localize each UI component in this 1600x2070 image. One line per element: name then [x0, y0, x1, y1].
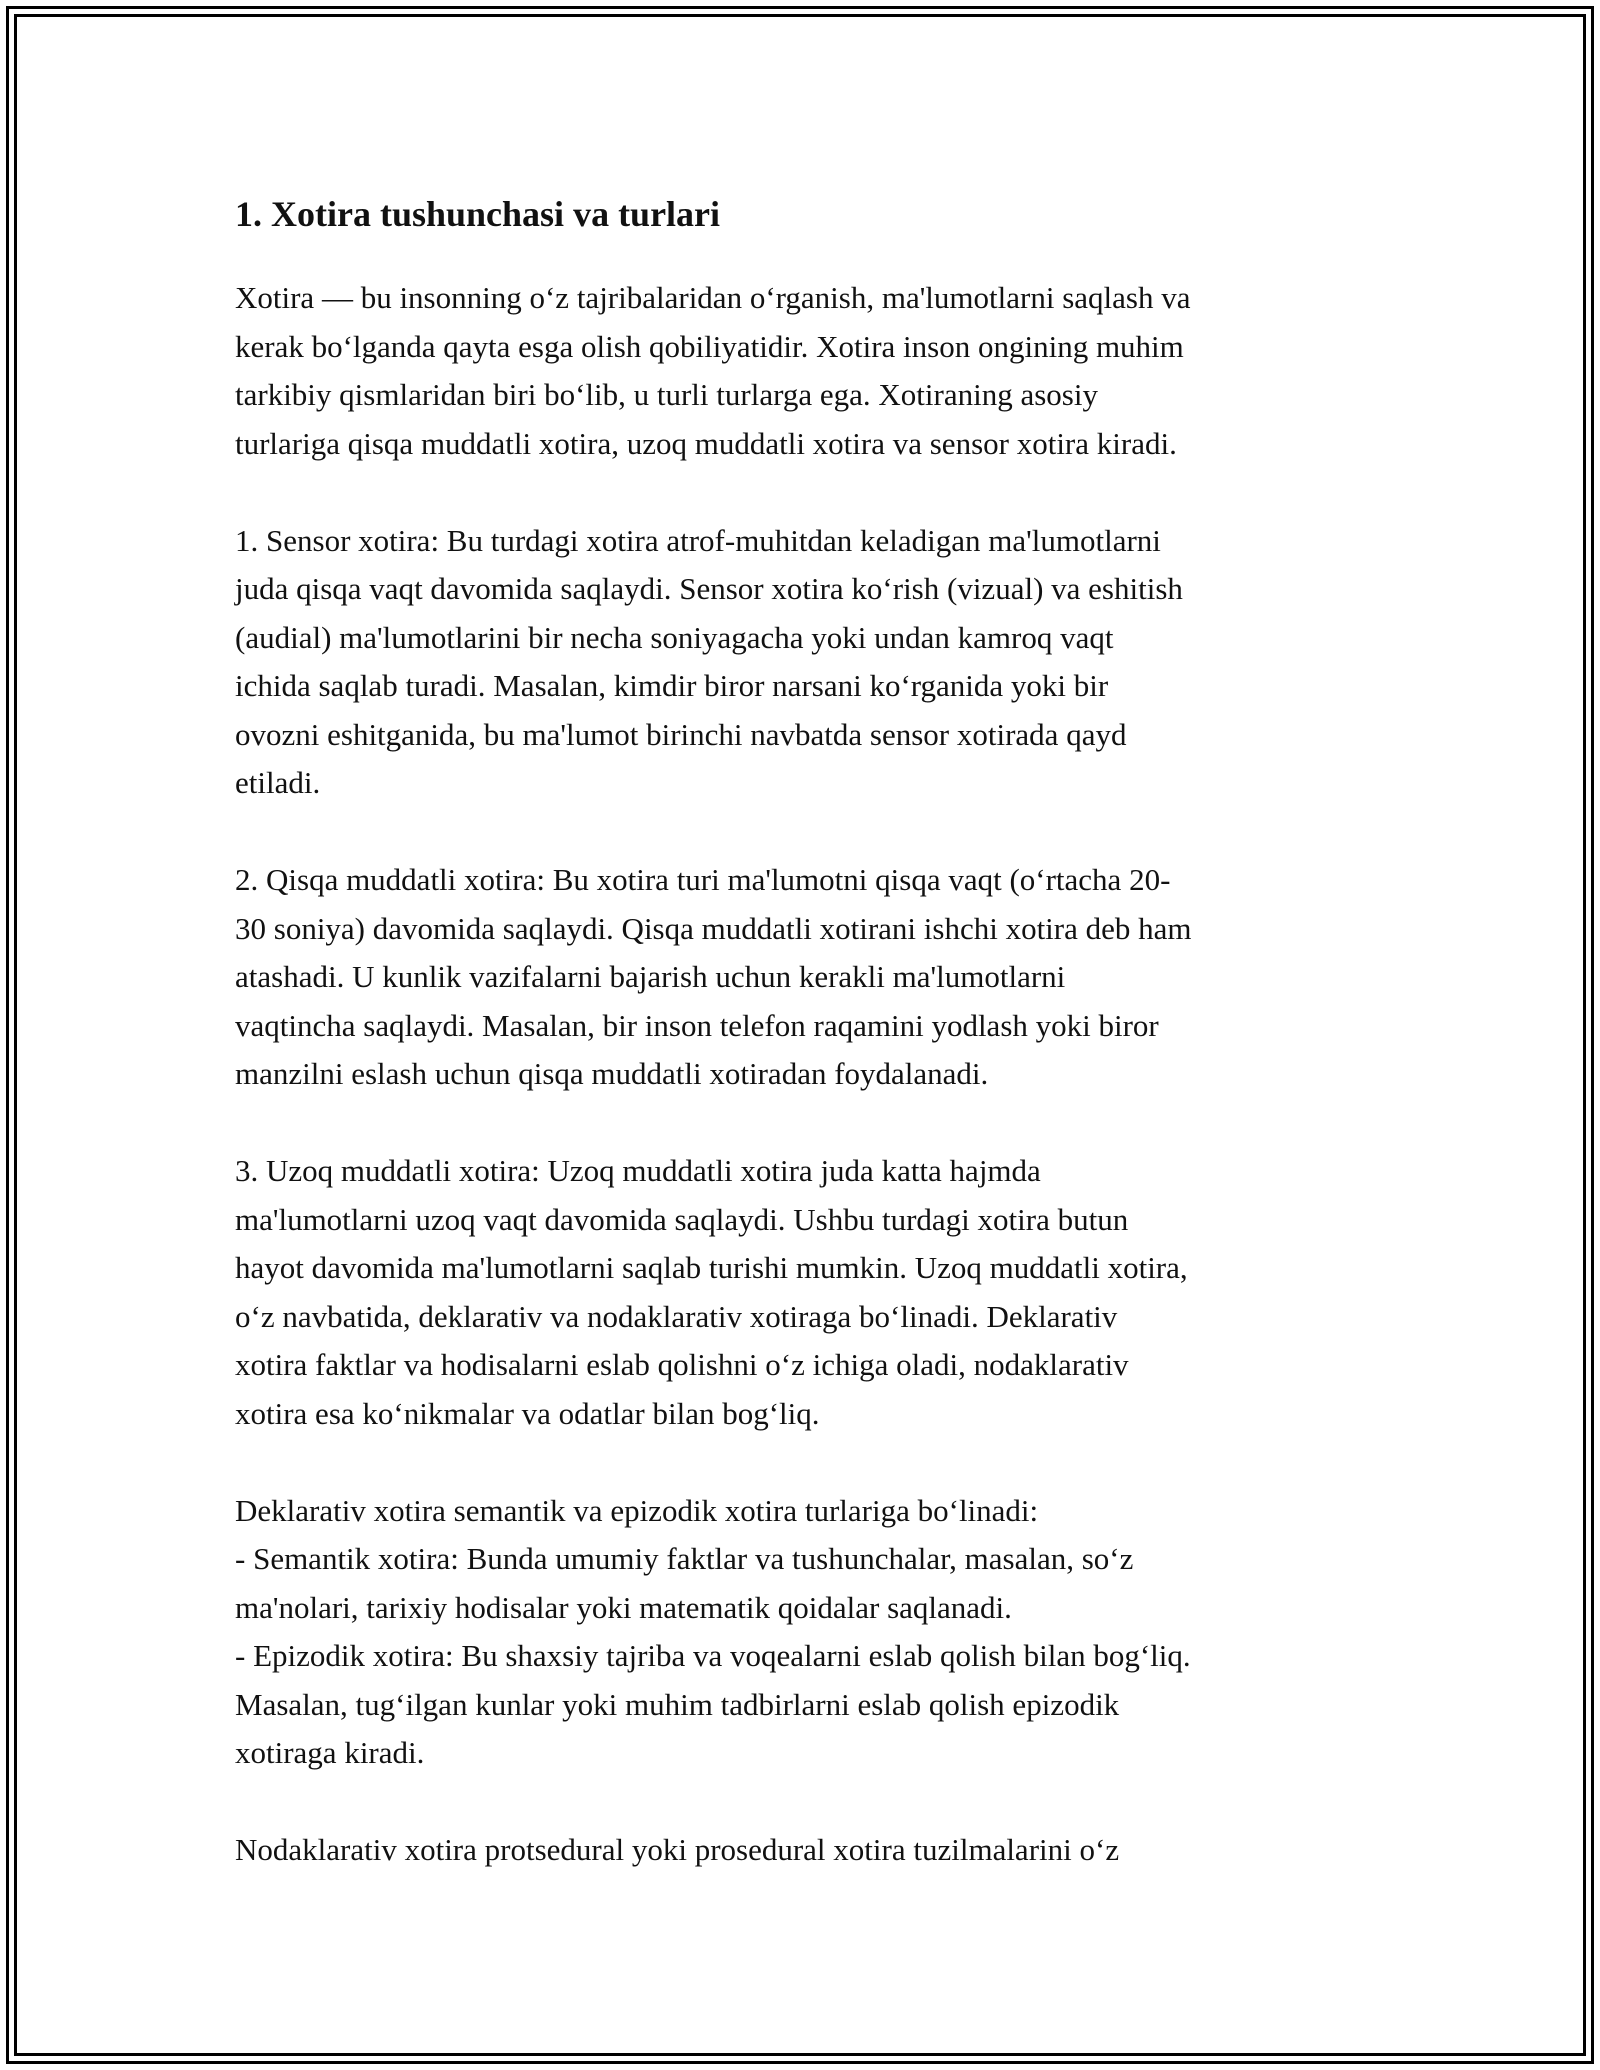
- paragraph-nondeclarative-memory: [235, 1826, 1375, 1875]
- paragraph-sensor-memory: [235, 517, 1375, 808]
- text-line: Deklarativ xotira semantik va epizodik xotira turlariga bo‘linadi:: [235, 1492, 1039, 1528]
- text-line: kerak bo‘lganda qayta esga olish qobiliyatidir. Xotira inson ongining muhim: [235, 328, 1184, 364]
- paragraph-short-term-memory: [235, 856, 1375, 1099]
- text-line: (audial) ma'lumotlarini bir necha soniyagacha yoki undan kamroq vaqt: [235, 619, 1114, 655]
- paragraph-declarative-memory: [235, 1487, 1375, 1778]
- text-line: hayot davomida ma'lumotlarni saqlab turishi mumkin. Uzoq muddatli xotira,: [235, 1250, 1188, 1285]
- text-line: ovozni eshitganida, bu ma'lumot birinchi navbatda sensor xotirada qayd: [235, 716, 1127, 752]
- document-body: [235, 274, 1375, 1875]
- text-line: xotira faktlar va hodisalarni eslab qolishni o‘z ichiga oladi, nodaklarativ: [235, 1347, 1129, 1382]
- text-line: atashadi. U kunlik vazifalarni bajarish uchun kerakli ma'lumotlarni: [235, 959, 1066, 994]
- text-line: tarkibiy qismlaridan biri bo‘lib, u turli turlarga ega. Xotiraning asosiy: [235, 377, 1098, 412]
- text-line: 3. Uzoq muddatli xotira: Uzoq muddatli xotira juda katta hajmda: [235, 1153, 1041, 1188]
- text-line: 2. Qisqa muddatli xotira: Bu xotira turi ma'lumotni qisqa vaqt (o‘rtacha 20-: [235, 862, 1171, 897]
- text-line: ma'nolari, tarixiy hodisalar yoki matematik qoidalar saqlanadi.: [235, 1589, 1012, 1625]
- text-line: xotiraga kiradi.: [235, 1735, 425, 1770]
- text-line: 30 soniya) davomida saqlaydi. Qisqa muddatli xotirani ishchi xotira deb ham: [235, 910, 1192, 946]
- text-line: juda qisqa vaqt davomida saqlaydi. Sensor xotira ko‘rish (vizual) va eshitish: [235, 571, 1183, 606]
- text-line: manzilni eslash uchun qisqa muddatli xotiradan foydalanadi.: [235, 1056, 989, 1091]
- text-line: 1. Sensor xotira: Bu turdagi xotira atrof-muhitdan keladigan ma'lumotlarni: [235, 522, 1161, 558]
- section-heading: 1. Xotira tushunchasi va turlari: [235, 194, 721, 234]
- paragraph-long-term-memory: [235, 1147, 1375, 1438]
- text-line: turlariga qisqa muddatli xotira, uzoq muddatli xotira va sensor xotira kiradi.: [235, 425, 1177, 461]
- text-line: Masalan, tug‘ilgan kunlar yoki muhim tadbirlarni eslab qolish epizodik: [235, 1686, 1120, 1722]
- text-line: vaqtincha saqlaydi. Masalan, bir inson telefon raqamini yodlash yoki biror: [235, 1007, 1159, 1043]
- document-content: [235, 188, 1375, 1923]
- text-line: xotira esa ko‘nikmalar va odatlar bilan bog‘liq.: [235, 1395, 820, 1431]
- text-line: ichida saqlab turadi. Masalan, kimdir biror narsani ko‘rganida yoki bir: [235, 668, 1109, 703]
- text-line: Nodaklarativ xotira protsedural yoki prosedural xotira tuzilmalarini o‘z: [235, 1832, 1120, 1867]
- text-line: ma'lumotlarni uzoq vaqt davomida saqlaydi. Ushbu turdagi xotira butun: [235, 1201, 1129, 1237]
- text-line: - Epizodik xotira: Bu shaxsiy tajriba va voqealarni eslab qolish bilan bog‘liq.: [235, 1638, 1191, 1673]
- text-line: Xotira — bu insonning o‘z tajribalaridan o‘rganish, ma'lumotlarni saqlash va: [235, 280, 1191, 315]
- text-line: etiladi.: [235, 765, 321, 800]
- text-line: o‘z navbatida, deklarativ va nodaklarativ xotiraga bo‘linadi. Deklarativ: [235, 1298, 1118, 1334]
- paragraph-intro: [235, 274, 1375, 468]
- text-line: - Semantik xotira: Bunda umumiy faktlar va tushunchalar, masalan, so‘z: [235, 1541, 1134, 1576]
